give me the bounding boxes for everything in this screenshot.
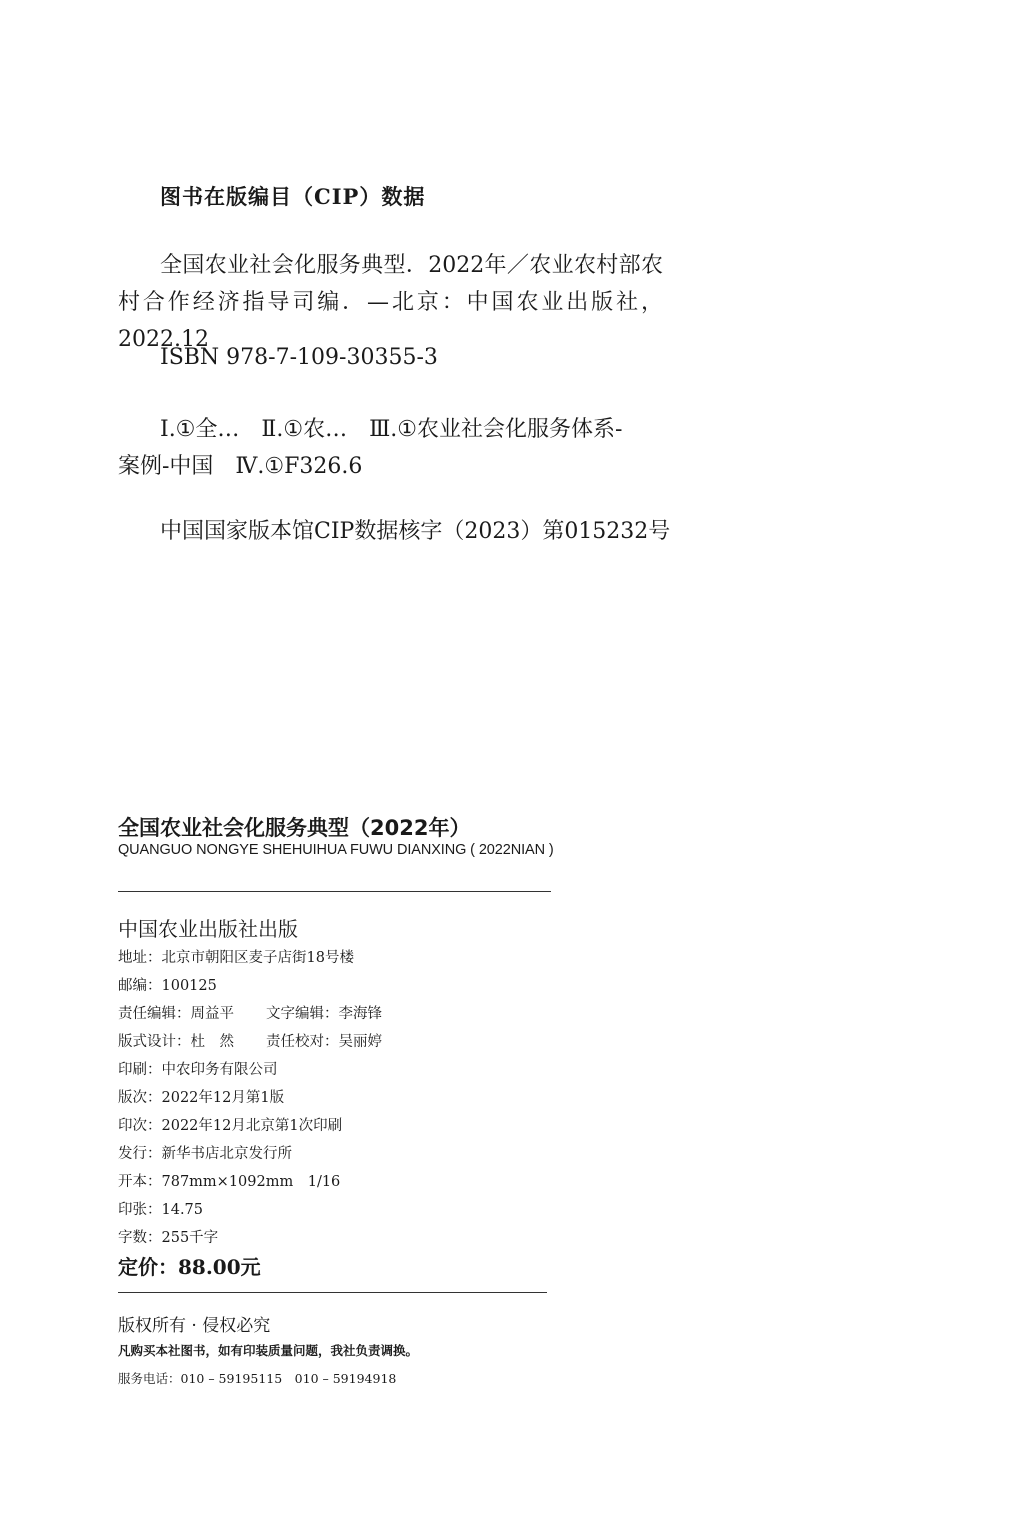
classification-line-1: Ⅰ.①全… Ⅱ.①农… Ⅲ.①农业社会化服务体系- — [160, 417, 623, 442]
format: 开本：787mm×1092mm 1/16 — [118, 1174, 341, 1190]
book-title: 全国农业社会化服务典型（2022年） — [118, 816, 471, 840]
price: 定价：88.00元 — [118, 1255, 261, 1279]
address: 地址：北京市朝阳区麦子店街18号楼 — [118, 950, 354, 966]
edition: 版次：2022年12月第1版 — [118, 1090, 285, 1106]
quality-notice: 凡购买本社图书，如有印装质量问题，我社负责调换。 — [118, 1343, 419, 1358]
publisher: 中国农业出版社出版 — [118, 917, 298, 941]
postcode: 邮编：100125 — [118, 978, 217, 994]
responsible-editor: 责任编辑：周益平 — [118, 1006, 234, 1022]
isbn: ISBN 978-7-109-30355-3 — [160, 345, 438, 370]
cip-number: 中国国家版本馆CIP数据核字（2023）第015232号 — [160, 519, 671, 544]
design-row — [118, 1030, 382, 1051]
distributor: 发行：新华书店北京发行所 — [118, 1146, 292, 1162]
divider-bottom — [118, 1292, 547, 1293]
book-title-pinyin: QUANGUO NONGYE SHEHUIHUA FUWU DIANXING ( 2022NIAN ) — [118, 842, 554, 858]
classification-line-2: 案例-中国 Ⅳ.①F326.6 — [118, 454, 363, 479]
editors-row — [118, 1002, 382, 1023]
text-editor: 文字编辑：李海锋 — [266, 1006, 382, 1022]
divider-top — [118, 891, 551, 892]
cip-description: 全国农业社会化服务典型．2022年／农业农村部农村合作经济指导司编．—北京：中国农业出版社，2022.12 — [118, 253, 663, 352]
printing: 印次：2022年12月北京第1次印刷 — [118, 1118, 343, 1134]
word-count: 字数：255千字 — [118, 1230, 219, 1246]
printer: 印刷：中农印务有限公司 — [118, 1062, 278, 1078]
cip-heading: 图书在版编目（CIP）数据 — [160, 184, 426, 209]
service-phone: 服务电话：010 – 59195115 010 – 59194918 — [118, 1371, 397, 1386]
copyright-notice: 版权所有 · 侵权必究 — [118, 1316, 271, 1336]
layout-designer: 版式设计：杜 然 — [118, 1034, 234, 1050]
proofreader: 责任校对：吴丽婷 — [266, 1034, 382, 1050]
printed-sheets: 印张：14.75 — [118, 1202, 204, 1218]
